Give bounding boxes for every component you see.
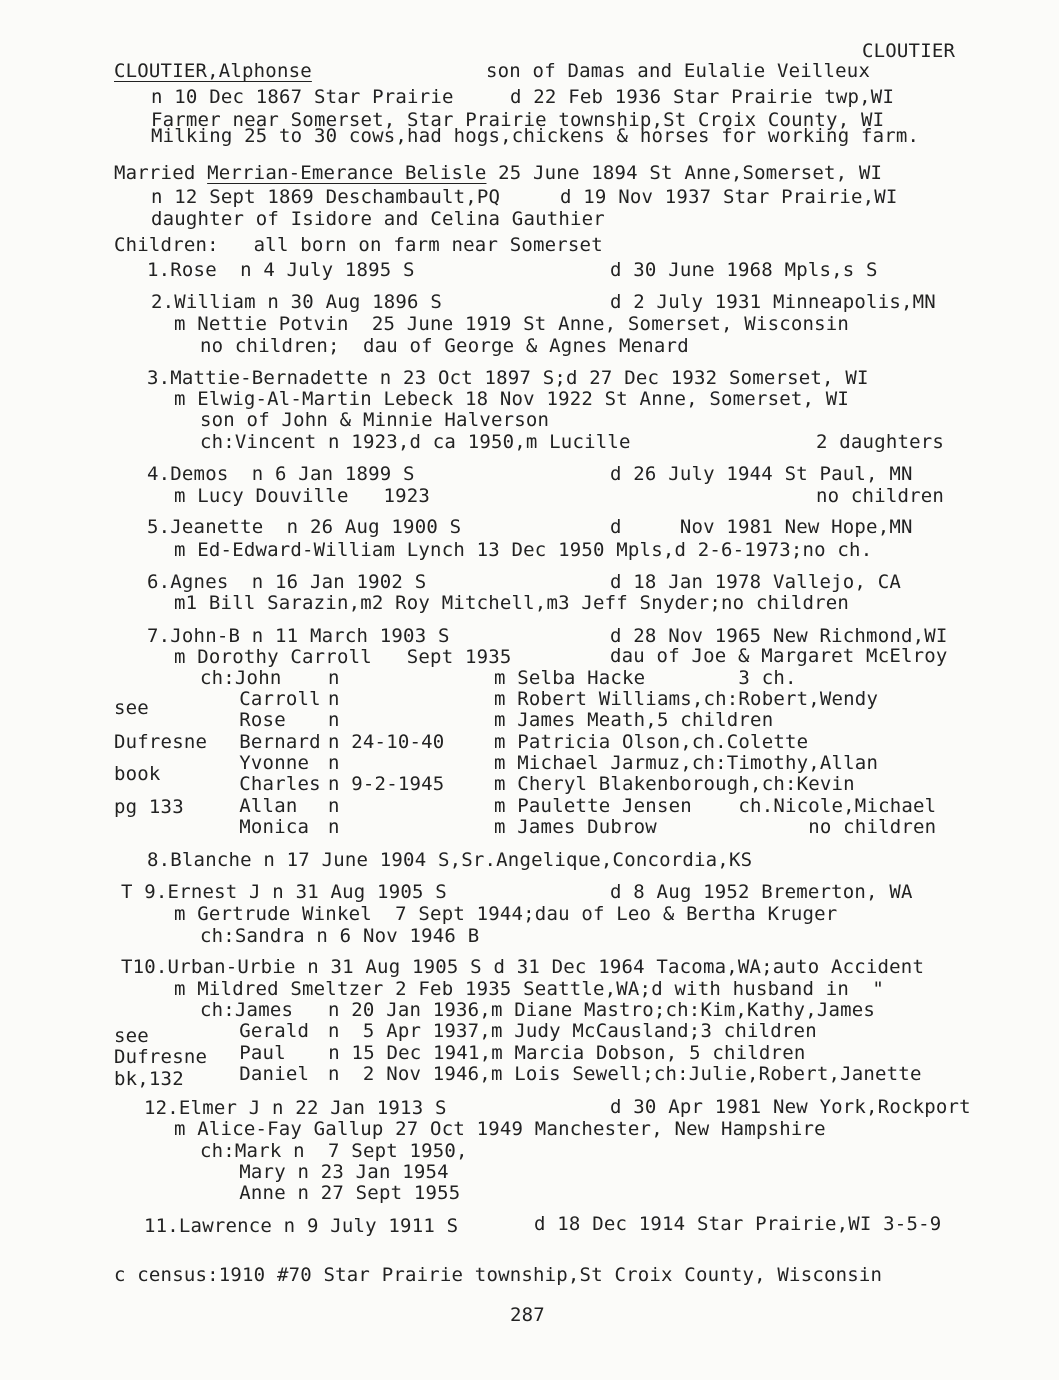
subject-occupation: Farmer near Somerset, Star Prairie township,St Croix County, WI [151, 109, 885, 131]
surname-header: CLOUTIER [862, 40, 956, 62]
child-4-note: no children [816, 485, 945, 507]
census-note: c census:1910 #70 Star Prairie township,St Croix County, Wisconsin [114, 1264, 883, 1286]
grandchild-spouse: m Paulette Jensen ch.Nicole,Michael [494, 795, 937, 817]
margin-note-book: book [114, 763, 161, 785]
grandchild-spouse: m James Dubrow no children [494, 816, 937, 838]
grandchild-spouse: m Selba Hacke 3 ch. [494, 667, 797, 689]
child-1-death: d 30 June 1968 Mpls,s S [610, 259, 878, 281]
child-4-death: d 26 July 1944 St Paul, MN [610, 463, 913, 485]
grandchild-details: n 15 Dec 1941,m Marcia Dobson, 5 children [305, 1042, 806, 1064]
grandchild-spouse: m Robert Williams,ch:Robert,Wendy [494, 688, 879, 710]
child-8-line: 8.Blanche n 17 June 1904 S,Sr.Angelique,Concordia,KS [147, 849, 753, 871]
margin-note-dufresne: Dufresne [114, 1046, 208, 1068]
grandchild-birth: n [328, 709, 340, 731]
grandchild-name: ch:James [200, 999, 294, 1021]
subject-birth: n 10 Dec 1867 Star Prairie [151, 86, 454, 108]
child-1-line: 1.Rose n 4 July 1895 S [147, 259, 415, 281]
grandchild-name: ch:John [200, 667, 282, 689]
child-5-marriage: m Ed-Edward-William Lynch 13 Dec 1950 Mpls,d 2-6-1973;no ch. [174, 539, 873, 561]
children-header: Children: all born on farm near Somerset [114, 234, 603, 256]
child-2-marriage: m Nettie Potvin 25 June 1919 St Anne, Somerset, Wisconsin [174, 313, 850, 335]
page-number: 287 [510, 1304, 545, 1326]
child-9-children: ch:Sandra n 6 Nov 1946 B [200, 925, 480, 947]
child-10-marriage: m Mildred Smeltzer 2 Feb 1935 Seattle,WA;d with husband in " [174, 978, 884, 1000]
child-2-death: d 2 July 1931 Minneapolis,MN [610, 291, 936, 313]
grandchild-name: Daniel [216, 1063, 310, 1085]
grandchild-details: n 2 Nov 1946,m Lois Sewell;ch:Julie,Robert,Janette [328, 1063, 922, 1085]
child-5-line: 5.Jeanette n 26 Aug 1900 S [147, 516, 462, 538]
child-10-line: T10.Urban-Urbie n 31 Aug 1905 S d 31 Dec 1964 Tacoma,WA;auto Accident [121, 956, 925, 978]
subject-farm-note: Milking 25 to 30 cows,had hogs,chickens & horses for working farm. [151, 125, 920, 147]
grandchild-name: Charles [216, 773, 321, 795]
grandchild-spouse: m Patricia Olson,ch.Colette [494, 731, 809, 753]
grandchild-birth: n [328, 752, 340, 774]
marriage-line [114, 162, 882, 184]
child-12-child: ch:Mark n 7 Sept 1950, [200, 1140, 468, 1162]
margin-note-book: bk,132 [114, 1068, 184, 1090]
margin-note-see: see [114, 1025, 149, 1047]
child-3-line: 3.Mattie-Bernadette n 23 Oct 1897 S;d 27 Dec 1932 Somerset, WI [147, 367, 869, 389]
spouse-name: Merrian-Emerance Belisle [207, 162, 487, 184]
grandchild-details: n 5 Apr 1937,m Judy McCausland;3 children [328, 1020, 817, 1042]
child-2-note: no children; dau of George & Agnes Menard [200, 335, 689, 357]
child-6-line: 6.Agnes n 16 Jan 1902 S [147, 571, 427, 593]
subject-name: CLOUTIER,Alphonse [114, 60, 312, 82]
grandchild-name: Paul [216, 1042, 286, 1064]
child-12-child: Mary n 23 Jan 1954 [216, 1161, 449, 1183]
subject-parents: son of Damas and Eulalie Veilleux [486, 60, 871, 82]
grandchild-spouse: m Cheryl Blakenborough,ch:Kevin [494, 773, 855, 795]
grandchild-spouse: m James Meath,5 children [494, 709, 774, 731]
grandchild-name: Monica [216, 816, 310, 838]
child-3-marriage: m Elwig-Al-Martin Lebeck 18 Nov 1922 St Anne, Somerset, WI [174, 388, 850, 410]
grandchild-name: Allan [216, 795, 298, 817]
spouse-death: d 19 Nov 1937 Star Prairie,WI [560, 186, 898, 208]
grandchild-name: Carroll [216, 688, 321, 710]
grandchild-spouse: m Michael Jarmuz,ch:Timothy,Allan [494, 752, 879, 774]
margin-note-dufresne: Dufresne [114, 731, 208, 753]
grandchild-details: n 20 Jan 1936,m Diane Mastro;ch:Kim,Kathy,James [328, 999, 876, 1021]
margin-note-see: see [114, 697, 149, 719]
grandchild-birth: n [328, 816, 340, 838]
grandchild-name: Bernard [216, 731, 321, 753]
child-9-line: T 9.Ernest J n 31 Aug 1905 S [121, 881, 447, 903]
child-6-marriage: m1 Bill Sarazin,m2 Roy Mitchell,m3 Jeff Snyder;no children [174, 592, 850, 614]
child-6-death: d 18 Jan 1978 Vallejo, CA [610, 571, 901, 593]
child-11-death: d 18 Dec 1914 Star Prairie,WI 3-5-9 [534, 1213, 942, 1235]
child-7-line: 7.John-B n 11 March 1903 S [147, 625, 450, 647]
child-7-marriage: m Dorothy Carroll Sept 1935 [174, 646, 512, 668]
child-7-spouse-parents: dau of Joe & Margaret McElroy [610, 645, 948, 667]
child-4-line: 4.Demos n 6 Jan 1899 S [147, 463, 415, 485]
child-3-children-count: 2 daughters [816, 431, 945, 453]
child-9-marriage: m Gertrude Winkel 7 Sept 1944;dau of Leo & Bertha Kruger [174, 903, 838, 925]
grandchild-birth: n [328, 688, 340, 710]
grandchild-name: Gerald [216, 1020, 310, 1042]
grandchild-name: Rose [216, 709, 286, 731]
child-12-child: Anne n 27 Sept 1955 [216, 1182, 461, 1204]
child-4-marriage: m Lucy Douville 1923 [174, 485, 431, 507]
child-3-spouse-parents: son of John & Minnie Halverson [200, 409, 550, 431]
margin-note-page: pg 133 [114, 796, 184, 818]
child-11-line: 11.Lawrence n 9 July 1911 S [144, 1215, 459, 1237]
grandchild-birth: n [328, 667, 340, 689]
spouse-parents: daughter of Isidore and Celina Gauthier [151, 208, 605, 230]
child-12-death: d 30 Apr 1981 New York,Rockport [610, 1096, 971, 1118]
child-12-line: 12.Elmer J n 22 Jan 1913 S [144, 1097, 447, 1119]
subject-death: d 22 Feb 1936 Star Prairie twp,WI [510, 86, 895, 108]
marriage-prefix: Married [114, 162, 208, 184]
child-2-line: 2.William n 30 Aug 1896 S [151, 291, 442, 313]
child-5-death: d Nov 1981 New Hope,MN [610, 516, 913, 538]
child-9-death: d 8 Aug 1952 Bremerton, WA [610, 881, 913, 903]
spouse-birth: n 12 Sept 1869 Deschambault,PQ [151, 186, 501, 208]
grandchild-birth: n 9-2-1945 [328, 773, 445, 795]
child-3-children: ch:Vincent n 1923,d ca 1950,m Lucille [200, 431, 631, 453]
marriage-details: 25 June 1894 St Anne,Somerset, WI [486, 162, 883, 184]
grandchild-birth: n [328, 795, 340, 817]
grandchild-name: Yvonne [216, 752, 310, 774]
child-12-marriage: m Alice-Fay Gallup 27 Oct 1949 Manchester, New Hampshire [174, 1118, 826, 1140]
child-7-death: d 28 Nov 1965 New Richmond,WI [610, 625, 948, 647]
grandchild-birth: n 24-10-40 [328, 731, 445, 753]
